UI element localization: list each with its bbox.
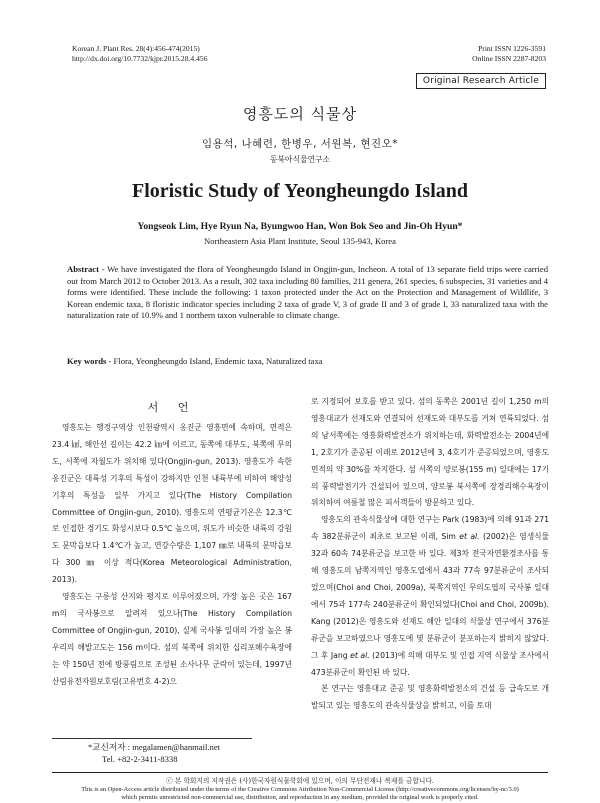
left-column	[52, 420, 292, 691]
keywords-text: - Flora, Yeongheungdo Island, Endemic taxa, Naturalized taxa	[106, 356, 323, 366]
license-line-2: which permits unrestricted non-commercial use, distribution, and reproduction in any medium, provided the original work is properly cited.	[121, 794, 479, 802]
korean-affiliation: 동북아식물연구소	[269, 155, 331, 164]
text-segment: 로 지정되어 보호를 받고 있다. 섬의 동쪽은 2001년 길이 1,250 m의 영흥대교가 선재도와 연결되어 선재도와 대부도를 거쳐 연륙되었다. 섬의 남서쪽에는 영흥화력발전소가 위치하는데, 화력발전소는 2004년에 1, 2호기가 준공된 이래로 2012년에 3, 4호기가 준공되었으며, 영흥도 면적의 약 30%를 차지한다. 섬 서쪽의 양로봉(155 m) 일대에는 17기의 풍력발전기가 건설되어 있으며, 양로봉 북서쪽에 장경리해수욕장이 위치하여 여름철 많은 피서객들이 방문하고 있다.	[311, 397, 549, 508]
keywords-label: Key words	[67, 356, 107, 366]
text-segment: 본 연구는 영흥대교 준공 및 영흥화력발전소의 건설 등 급속도로 개발되고 있는 영흥도의 관속식물상을 밝히고, 이를 토대	[311, 684, 549, 711]
text-segment: 영흥도의 관속식물상에 대한 연구는 Park (1983)에 의해 91과 271속 382분류군이 최초로 보고된 이래, Sim	[311, 515, 549, 542]
right-column	[311, 394, 549, 715]
text-segment-italic: et al.	[350, 650, 370, 660]
abstract	[67, 264, 548, 322]
english-title: Floristic Study of Yeongheungdo Island	[132, 180, 468, 202]
keywords	[67, 356, 548, 368]
korean-title: 영흥도의 식물상	[242, 105, 358, 123]
intro-paragraph-5	[311, 681, 549, 715]
intro-paragraph-1: 영흥도는 행정구역상 인천광역시 옹진군 영흥면에 속하며, 면적은 23.4 ㎢, 해안선 길이는 42.2 ㎞에 이르고, 동쪽에 대부도, 북쪽에 무의도, 서쪽에 자월도가 위치해 있다(Ongjin-gun, 2013). 영흥도가 속한 옹진군은 대륙성 기후의 특성이 강하지만 인천 내륙부에 비하여 해양성 기후의 특성을 일부 가지고 있다(The History Compilation Committee of Ongjin-gun, 2010). 영흥도의 연평균기온은 12.3℃로 인접한 경기도 화성시보다 0.5℃ 높으며, 위도가 비슷한 내륙의 강원도 문막읍보다 1.4℃가 높고, 연강수량은 1,107 ㎜로 내륙의 문막읍보다 300 ㎜ 이상 적다(Korea Meteorological Administration, 2013).	[52, 423, 292, 585]
abstract-label: Abstract	[67, 264, 99, 274]
article-type-badge: Original Research Article	[416, 73, 546, 89]
text-segment: (2002)은 염생식물 32과 60속 74분류군을 보고한 바 있다. 제3차 전국자연환경조사를 통해 영흥도의 남쪽지역인 영흥도엽에서 43과 77속 97분류군이 조사되었으며(Choi and Choi, 2009a), 북쪽지역인 무의도엽의 국사봉 일대에서 75과 177속 240분류군이 확인되었다(Choi and Choi, 2009b). Kang (2012)은 영흥도와 선재도 해안 일대의 식물상 연구에서 376분류군을 보고하였으나 영흥도에 몇 분류군이 분포하는지 밝히지 않았다. 그 후 Jang	[311, 532, 550, 660]
doi-link[interactable]: http://dx.doi.org/10.7732/kjpr.2015.28.4.456	[72, 54, 208, 63]
text-segment-italic: et al.	[459, 532, 480, 542]
issn-online: Online ISSN 2287-8203	[472, 54, 546, 63]
english-authors: Yongseok Lim, Hye Ryun Na, Byungwoo Han, Won Bok Seo and Jin-Oh Hyun*	[137, 221, 463, 232]
intro-paragraph-2: 영흥도는 구릉성 산지와 평지로 이루어졌으며, 가장 높은 곳은 167 m의 국사봉으로 알려져 있으나(The History Compilation Committee of Ongjin-gun, 2010), 실제 국사봉 일대의 가장 높은 봉우리의 해발고도는 156 m이다. 섬의 북쪽에 위치한 십리포해수욕장에는 약 150년 전에 방풍림으로 조성된 소사나무 군락이 있는데, 1997년 산림유전자원보호림(고유번호 4-2)으	[52, 592, 292, 686]
corresponding-author-email[interactable]: *교신저자 : megalamen@hanmail.net	[88, 742, 221, 752]
copyright-notice: ⓒ 본 학회지의 저작권은 (사)한국자원식물학회에 있으며, 이의 무단전재나 복제를 금합니다.	[166, 777, 434, 785]
section-heading-introduction: 서 언	[147, 401, 197, 414]
intro-paragraph-4	[311, 512, 549, 681]
english-affiliation: Northeastern Asia Plant Institute, Seoul 135-943, Korea	[204, 236, 396, 246]
footnote	[88, 741, 220, 765]
journal-citation	[72, 44, 208, 64]
journal-reference: Korean J. Plant Res. 28(4):456-474(2015)	[72, 44, 200, 53]
license-notice	[30, 786, 570, 803]
license-line-1: This is an Open-Access article distributed under the terms of the Creative Commons Attribution Non-Commercial License (http://creativecommons.org/licenses/by-nc/3.0)	[81, 786, 519, 793]
footer-divider	[52, 772, 548, 773]
corresponding-author-tel: Tel. +82-2-3411-8338	[102, 754, 178, 764]
text-segment: (2013)에 의해 대부도 및 인접 지역 식물상 조사에서 473분류군이 확인된 바 있다.	[311, 650, 549, 677]
issn-block	[472, 44, 546, 64]
abstract-text: - We have investigated the flora of Yeongheungdo Island in Ongjin-gun, Incheon. A total of 13 separate field trips were carried out from March 2012 to October 2013. As a result, 302 taxa including 80 families, 211 genera, 261 species, 6 subspecies, 31 varieties and 4 forms were identified. These include the following: 1 taxon protected under the Act on the Protection and Management of Wildlife, 3 Korean endemic taxa, 8 floristic indicator species including 2 taxa of grade V, 3 of grade II and 3 of grade I, 33 naturalized taxa with the naturalization rate of 10.9% and 1 northern taxon vulnerable to climate change.	[67, 264, 548, 321]
korean-authors: 임용석, 나혜련, 한병우, 서원복, 현진오*	[201, 138, 399, 150]
issn-print: Print ISSN 1226-3591	[478, 44, 546, 53]
intro-paragraph-3	[311, 394, 549, 512]
footnote-divider	[52, 738, 252, 739]
